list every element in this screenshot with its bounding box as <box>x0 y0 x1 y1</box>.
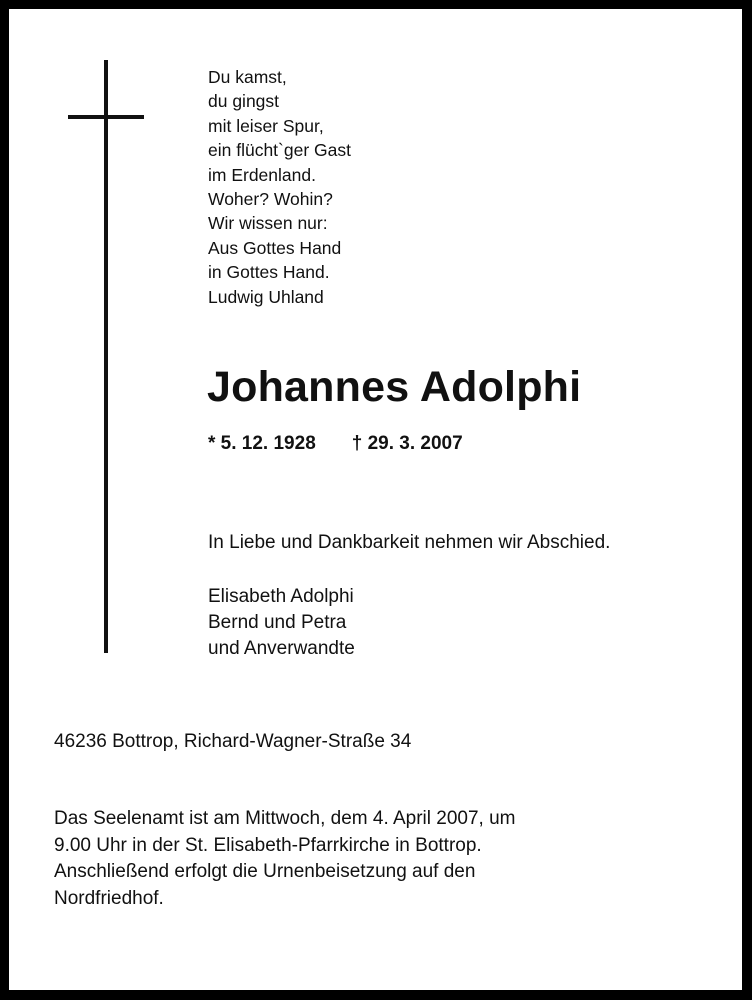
farewell-text: In Liebe und Dankbarkeit nehmen wir Abschied. <box>208 532 611 553</box>
address: 46236 Bottrop, Richard-Wagner-Straße 34 <box>54 731 412 752</box>
deceased-name: Johannes Adolphi <box>207 363 582 411</box>
mourners-list <box>208 584 355 662</box>
poem <box>208 65 351 309</box>
poem-line: ein flücht`ger Gast <box>208 140 351 161</box>
poem-line: Aus Gottes Hand <box>208 237 342 258</box>
mourner: und Anverwandte <box>208 638 355 659</box>
poem-line: im Erdenland. <box>208 164 316 185</box>
life-dates <box>208 433 463 455</box>
poem-author: Ludwig Uhland <box>208 286 324 307</box>
death-date: † 29. 3. 2007 <box>351 433 463 454</box>
service-line: 9.00 Uhr in der St. Elisabeth-Pfarrkirche in Bottrop. <box>54 834 482 856</box>
cross-icon <box>104 60 108 653</box>
service-line: Anschließend erfolgt die Urnenbeisetzung auf den <box>54 861 476 882</box>
service-info <box>54 806 515 912</box>
poem-line: in Gottes Hand. <box>208 262 330 283</box>
poem-line: Woher? Wohin? <box>208 189 333 210</box>
poem-line: mit leiser Spur, <box>208 115 324 136</box>
mourner: Elisabeth Adolphi <box>208 586 354 607</box>
poem-line: Wir wissen nur: <box>208 213 328 234</box>
obituary-notice <box>9 9 742 990</box>
service-line: Nordfriedhof. <box>54 887 164 909</box>
poem-line: du gingst <box>208 91 280 112</box>
poem-line: Du kamst, <box>208 67 287 87</box>
service-line: Das Seelenamt ist am Mittwoch, dem 4. April 2007, um <box>54 808 516 829</box>
cross-icon-bar <box>68 115 144 119</box>
mourner: Bernd und Petra <box>208 612 347 633</box>
birth-date: * 5. 12. 1928 <box>208 433 316 454</box>
